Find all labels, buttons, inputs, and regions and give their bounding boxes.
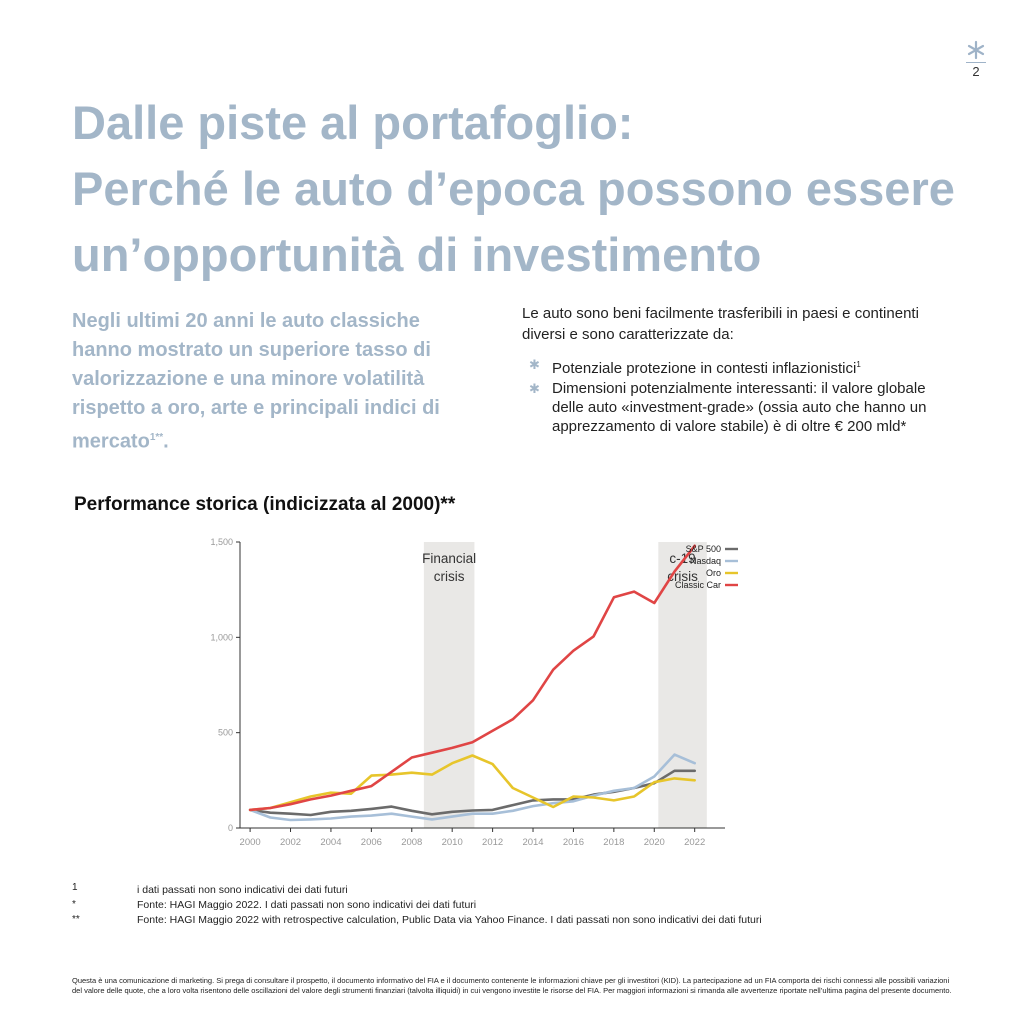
page-title-line-3: un’opportunità di investimento (72, 228, 762, 281)
footnote-text: i dati passati non sono indicativi dei dati futuri (137, 884, 348, 896)
intro-paragraph: Le auto sono beni facilmente trasferibili in paesi e continenti diversi e sono caratterizzate da: (522, 305, 919, 343)
lead-footnote-ref: 1** (149, 432, 164, 443)
asterisk-bullet-icon: ✱ (529, 381, 540, 396)
legend-label: S&P 500 (685, 544, 721, 554)
shaded-period-label: crisis (433, 569, 465, 584)
footnote-symbol: * (72, 899, 76, 910)
x-tick-label: 2008 (401, 837, 423, 848)
x-tick-label: 2010 (441, 837, 463, 848)
x-tick-label: 2022 (684, 837, 706, 848)
y-tick-label: 500 (217, 727, 233, 738)
lead-text: Negli ultimi 20 anni le auto classiche hanno mostrato un superiore tasso di valorizzazione e una minore volatilità rispetto a oro, arte e principali indici di mercato (72, 310, 440, 453)
page-number-rule (966, 62, 986, 63)
footnote-text: Fonte: HAGI Maggio 2022 with retrospective calculation, Public Data via Yahoo Finance. I dati passati non sono indicativi dei dati futuri (137, 914, 762, 926)
shaded-period-label: crisis (667, 569, 698, 584)
shaded-period-label: c-19 (669, 551, 696, 566)
bullet-text: Dimensioni potenzialmente interessanti: il valore globale delle auto «investment-grade» (ossia auto che hanno un apprezzamento di valore stabile) è di oltre € 200 mld* (552, 380, 927, 435)
x-tick-label: 2016 (562, 837, 585, 848)
y-tick-label: 1,500 (210, 537, 233, 547)
bullet-text: Potenziale protezione in contesti inflazionistici (552, 360, 857, 377)
asterisk-bullet-icon: ✱ (529, 357, 540, 372)
footnote-text: Fonte: HAGI Maggio 2022. I dati passati non sono indicativi dei dati futuri (137, 899, 477, 911)
lead-end: . (163, 430, 169, 453)
page-title-line-1: Dalle piste al portafoglio: (72, 96, 634, 149)
bullet-item (522, 379, 952, 436)
page-title-line-2: Perché le auto d’epoca possono essere (72, 162, 955, 215)
legend-label: Oro (705, 568, 721, 578)
shaded-period-label: Financial (422, 551, 477, 566)
footnote-symbol: 1 (72, 882, 78, 893)
x-tick-label: 2020 (643, 837, 665, 848)
x-tick-label: 2000 (239, 837, 261, 848)
legend-label: Classic Car (674, 580, 721, 590)
x-tick-label: 2002 (279, 837, 302, 848)
chart-title: Performance storica (indicizzata al 2000)** (74, 494, 456, 515)
performance-line-chart (190, 530, 750, 855)
legend-label: Nasdaq (689, 556, 721, 566)
y-tick-label: 1,000 (210, 632, 233, 643)
x-tick-label: 2004 (320, 837, 342, 848)
page-number: 2 (972, 64, 980, 79)
x-tick-label: 2012 (482, 837, 504, 848)
bullet-item (522, 355, 952, 378)
footnote-symbol: ** (72, 914, 80, 925)
bullet-footnote-ref: 1 (856, 360, 861, 369)
shaded-period (424, 542, 475, 828)
x-tick-label: 2014 (522, 837, 544, 848)
lead-paragraph (72, 307, 482, 457)
x-tick-label: 2018 (603, 837, 625, 848)
page-title (72, 90, 972, 288)
marketing-disclaimer: Questa è una comunicazione di marketing. Si prega di consultare il prospetto, il documento informativo del FIA e il documento contenente le informazioni chiave per gli investitori (KID). La partecipazione ad un FIA comporta dei rischi connessi alle possibili variazioni del valore delle quote, che a loro volta risentono delle oscillazioni del valore degli strumenti finanziari (talvolta illiquidi) in cui vengono investite le risorse del FIA. Per maggiori informazioni si rimanda alle avvertenze riportate nell’ultima pagina del presente documento. (72, 976, 952, 995)
y-tick-label: 0 (227, 823, 233, 833)
asterisk-star-icon (966, 40, 986, 60)
bullet-list (522, 355, 952, 437)
x-tick-label: 2006 (360, 837, 382, 848)
